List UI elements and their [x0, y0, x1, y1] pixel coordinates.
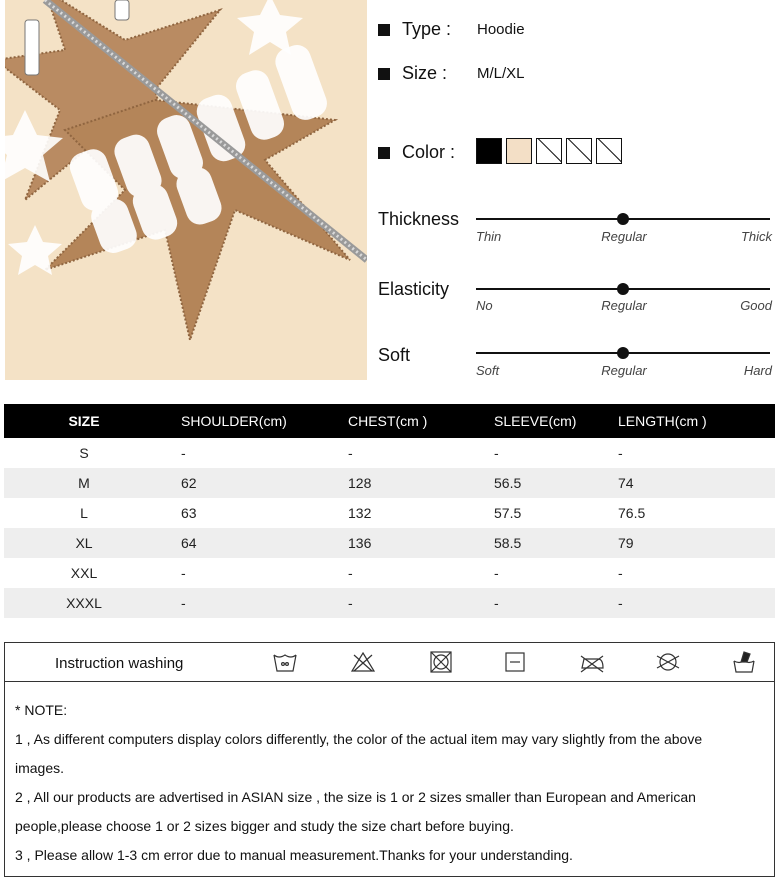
flat-dry-icon — [503, 650, 527, 674]
table-cell: XXXL — [4, 588, 164, 618]
soft-mid: Regular — [601, 363, 647, 378]
table-cell: 132 — [348, 505, 372, 521]
table-cell: - — [476, 588, 606, 618]
bullet-icon — [378, 68, 390, 80]
bullet-icon — [378, 24, 390, 36]
thickness-label: Thickness — [378, 209, 460, 229]
thickness-scale — [476, 218, 770, 220]
note-heading: * NOTE: — [15, 702, 68, 718]
table-row — [4, 498, 775, 528]
header-shoulder: SHOULDER(cm) — [164, 404, 330, 438]
table-cell: - — [494, 565, 499, 581]
size-chart-table — [4, 404, 775, 618]
table-cell: 136 — [330, 528, 476, 558]
soft-max: Hard — [743, 363, 772, 378]
note-line: images. — [15, 760, 65, 776]
thickness-ticks — [476, 229, 772, 245]
table-row — [4, 588, 775, 618]
table-cell: 58.5 — [476, 528, 606, 558]
type-value: Hoodie — [477, 21, 525, 38]
header-length: LENGTH(cm ) — [606, 404, 775, 438]
soft-ticks — [476, 363, 772, 379]
table-cell: 64 — [164, 528, 330, 558]
soft-min: Soft — [476, 363, 500, 378]
table-cell: L — [80, 505, 88, 521]
table-header-row — [4, 404, 775, 438]
table-cell: - — [618, 565, 623, 581]
table-cell: - — [348, 565, 353, 581]
color-label: Color : — [402, 142, 456, 162]
table-cell: 74 — [606, 468, 775, 498]
table-row — [4, 528, 775, 558]
note-line: people,please choose 1 or 2 sizes bigger and study the size chart before buying. — [15, 818, 514, 834]
size-value: M/L/XL — [477, 65, 525, 82]
header-chest: CHEST(cm ) — [330, 404, 476, 438]
soft-level-dot — [617, 347, 629, 359]
table-row — [4, 468, 775, 498]
table-cell: M — [4, 468, 164, 498]
hand-wash-only-icon — [732, 650, 756, 674]
do-not-dry-clean-icon — [655, 650, 679, 674]
attribute-color — [378, 142, 455, 163]
table-cell: - — [164, 588, 330, 618]
note-line: 2 , All our products are advertised in ASIAN size , the size is 1 or 2 sizes smaller than European and American — [15, 789, 696, 805]
table-cell: - — [181, 565, 186, 581]
soft-label: Soft — [378, 345, 411, 365]
thickness-max: Thick — [740, 229, 772, 244]
color-swatch-empty — [566, 138, 592, 164]
color-swatch-empty — [536, 138, 562, 164]
soft-scale — [476, 352, 770, 354]
color-swatch-cream[interactable] — [506, 138, 532, 164]
table-cell: - — [330, 588, 476, 618]
note-line: 3 , Please allow 1-3 cm error due to manual measurement.Thanks for your understanding. — [15, 847, 573, 863]
header-sleeve: SLEEVE(cm) — [476, 404, 606, 438]
type-label: Type : — [402, 19, 452, 39]
elasticity-label: Elasticity — [378, 279, 450, 299]
color-swatch-empty — [596, 138, 622, 164]
table-cell: - — [618, 445, 623, 461]
table-row — [4, 438, 775, 468]
product-photo — [5, 0, 367, 380]
color-swatches — [476, 138, 622, 164]
elasticity-level-dot — [617, 283, 629, 295]
table-cell: 79 — [606, 528, 775, 558]
table-row — [4, 558, 775, 588]
thickness-level-dot — [617, 213, 629, 225]
table-cell: 63 — [181, 505, 197, 521]
elasticity-ticks — [476, 298, 772, 314]
washing-title: Instruction washing — [55, 655, 184, 672]
hand-wash-icon — [273, 650, 297, 674]
table-cell: 56.5 — [476, 468, 606, 498]
note-line: 1 , As different computers display colors differently, the color of the actual item may vary slightly from the above — [15, 731, 703, 747]
table-cell: - — [494, 445, 499, 461]
thickness-mid: Regular — [601, 229, 647, 244]
table-cell: 128 — [330, 468, 476, 498]
header-size: SIZE — [4, 404, 164, 438]
do-not-bleach-icon — [351, 650, 375, 674]
table-cell: 57.5 — [494, 505, 522, 521]
washing-instructions — [4, 642, 775, 682]
attribute-type — [378, 19, 525, 40]
do-not-iron-icon — [579, 650, 603, 674]
table-cell: S — [79, 445, 89, 461]
table-cell: - — [348, 445, 353, 461]
color-swatch-black[interactable] — [476, 138, 502, 164]
elasticity-max: Good — [740, 298, 772, 313]
thickness-min: Thin — [476, 229, 502, 244]
table-cell: 76.5 — [618, 505, 646, 521]
table-cell: XXL — [70, 565, 98, 581]
size-label: Size : — [402, 63, 448, 83]
do-not-tumble-dry-icon — [429, 650, 453, 674]
elasticity-mid: Regular — [601, 298, 647, 313]
attribute-size — [378, 63, 525, 84]
elasticity-scale — [476, 288, 770, 290]
table-cell: XL — [4, 528, 164, 558]
notes-section — [4, 682, 775, 877]
elasticity-min: No — [476, 298, 493, 313]
table-cell: 62 — [164, 468, 330, 498]
table-cell: - — [181, 445, 186, 461]
table-cell: - — [606, 588, 775, 618]
bullet-icon — [378, 147, 390, 159]
